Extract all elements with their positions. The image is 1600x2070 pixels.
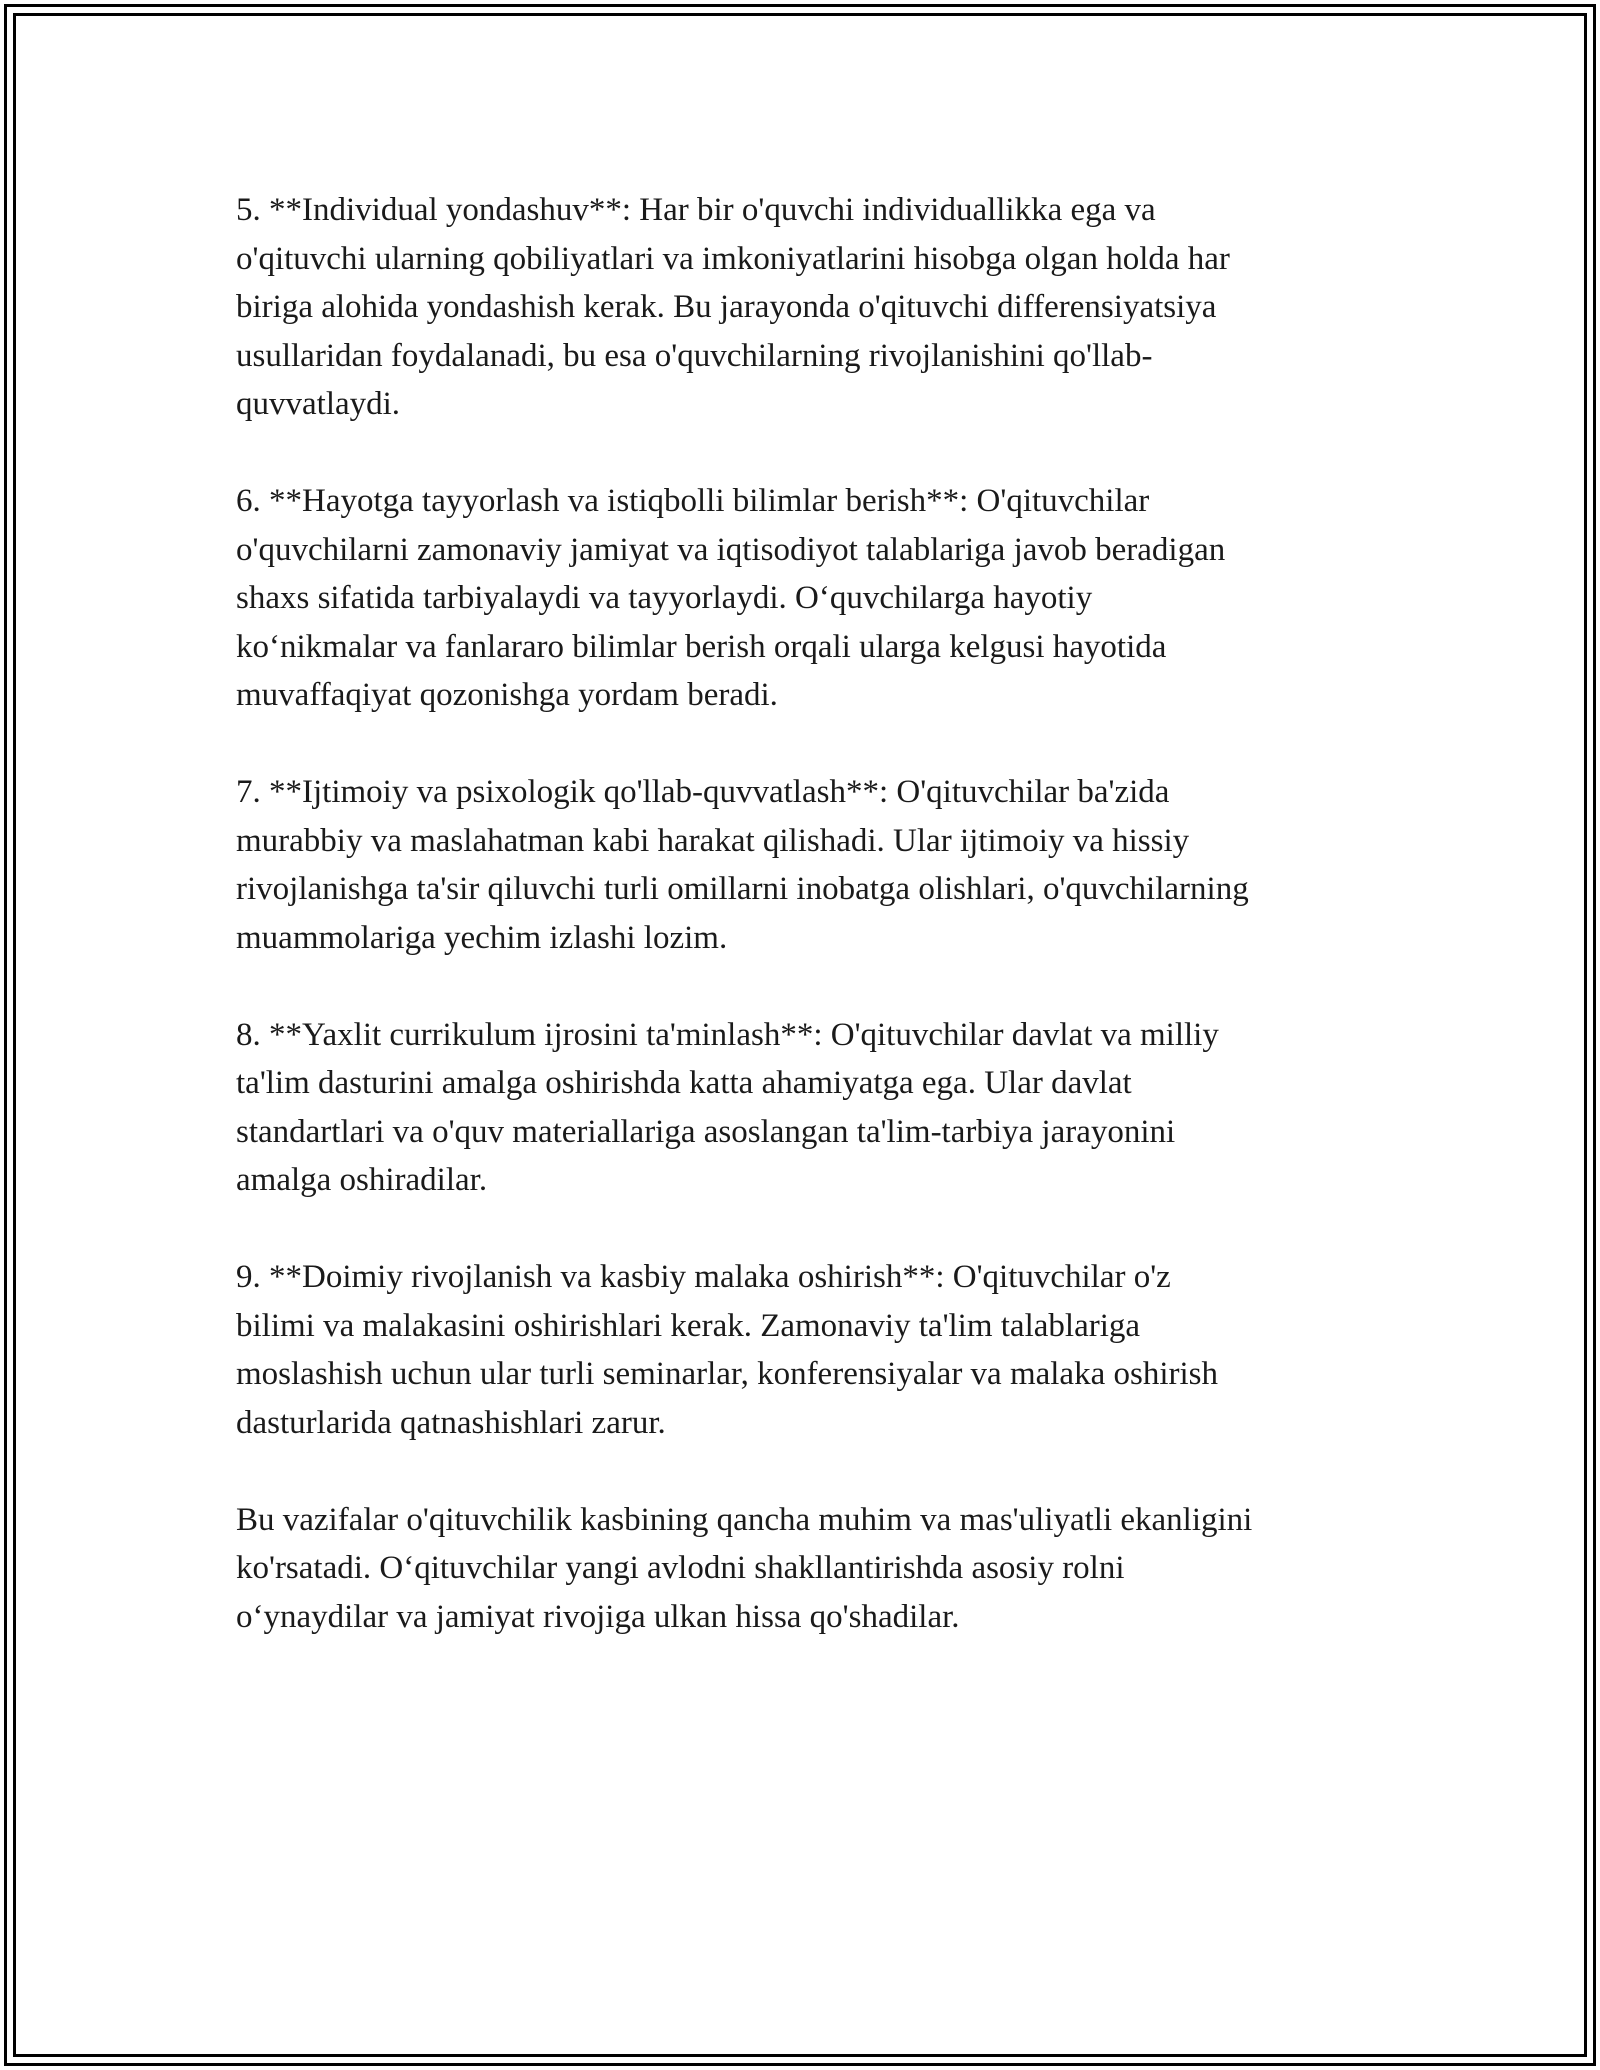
paragraph-item-5: 5. **Individual yondashuv**: Har bir o'quvchi individuallikka ega va o'qituvchi ularning qobiliyatlari va imkoniyatlarini hisobga olgan holda har biriga alohida yondashish kerak. Bu jarayonda o'qituvchi differensiyatsiya usullaridan foydalanadi, bu esa o'quvchilarning rivojlanishini qo'llab- quvvatlaydi. xyxy=(236,192,1230,422)
paragraph-item-7: 7. **Ijtimoiy va psixologik qo'llab-quvvatlash**: O'qituvchilar ba'zida murabbiy va maslahatman kabi harakat qilishadi. Ular ijtimoiy va hissiy rivojlanishga ta'sir qiluvchi turli omillarni inobatga olishlari, o'quvchilarning muammolariga yechim izlashi lozim. xyxy=(236,774,1249,956)
paragraph-conclusion: Bu vazifalar o'qituvchilik kasbining qancha muhim va mas'uliyatli ekanligini ko'rsatadi. O‘qituvchilar yangi avlodni shakllantirishda asosiy rolni o‘ynaydilar va jamiyat rivojiga ulkan hissa qo'shadilar. xyxy=(236,1501,1253,1635)
paragraph-item-8: 8. **Yaxlit currikulum ijrosini ta'minlash**: O'qituvchilar davlat va milliy ta'lim dasturini amalga oshirishda katta ahamiyatga ega. Ular davlat standartlari va o'quv materiallariga asoslangan ta'lim-tarbiya jarayonini amalga oshiradilar. xyxy=(236,1016,1219,1198)
document-body xyxy=(236,186,1376,1641)
paragraph-item-6: 6. **Hayotga tayyorlash va istiqbolli bilimlar berish**: O'qituvchilar o'quvchilarni zamonaviy jamiyat va iqtisodiyot talablariga javob beradigan shaxs sifatida tarbiyalaydi va tayyorlaydi. O‘quvchilarga hayotiy ko‘nikmalar va fanlararo bilimlar berish orqali ularga kelgusi hayotida muvaffaqiyat qozonishga yordam beradi. xyxy=(236,483,1226,713)
paragraph-item-9: 9. **Doimiy rivojlanish va kasbiy malaka oshirish**: O'qituvchilar o'z bilimi va malakasini oshirishlari kerak. Zamonaviy ta'lim talablariga moslashish uchun ular turli seminarlar, konferensiyalar va malaka oshirish dasturlarida qatnashishlari zarur. xyxy=(236,1259,1218,1441)
